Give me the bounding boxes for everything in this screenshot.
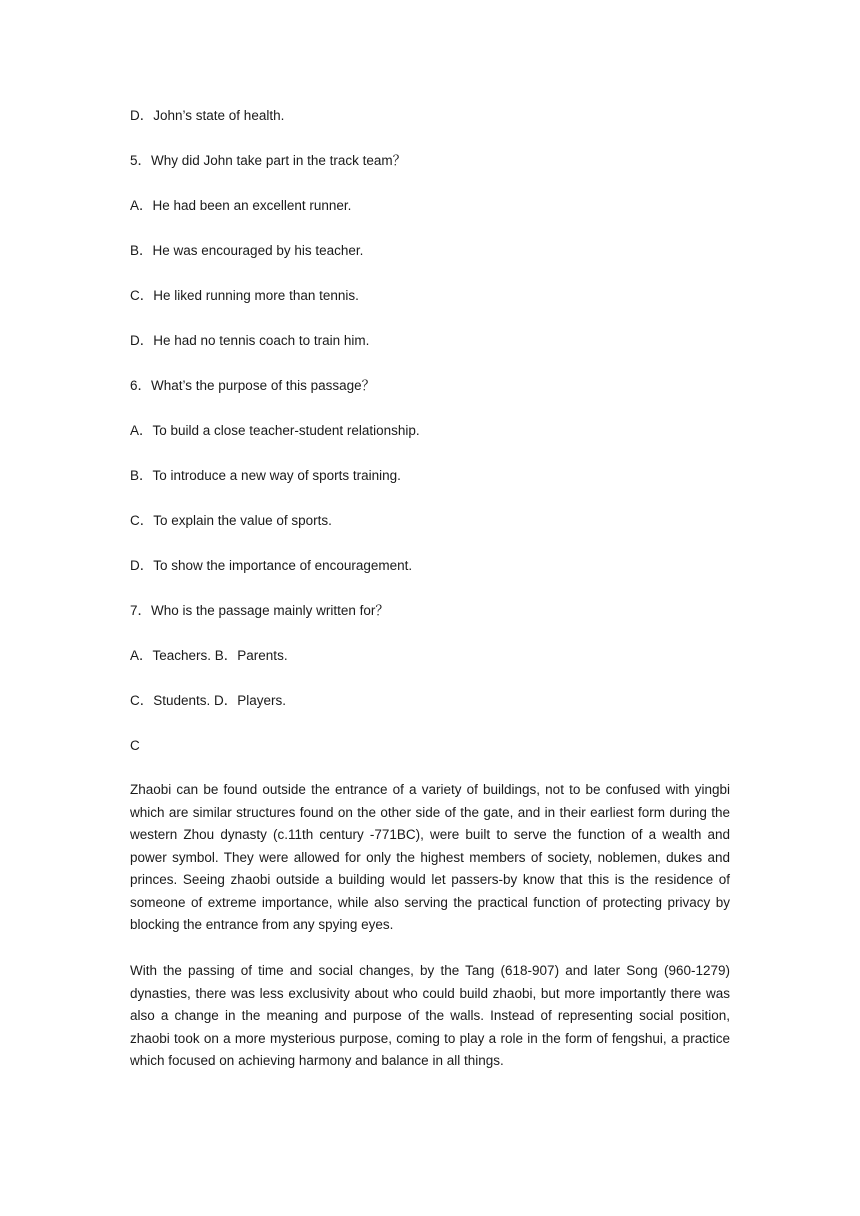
question-7: 7．Who is the passage mainly written for？: [130, 603, 389, 618]
option-a-q5: A．He had been an excellent runner.: [130, 198, 352, 213]
question-5: 5．Why did John take part in the track team？: [130, 153, 407, 168]
options-ab-q7: A．Teachers. B．Parents.: [130, 648, 288, 663]
question-6: 6．What’s the purpose of this passage？: [130, 378, 376, 393]
passage-paragraph-2: With the passing of time and social changes, by the Tang (618-907) and later Song (960-1279) dynasties, there was less exclusivity about who could build zhaobi, but more importantly there was also a change in the meaning and purpose of the walls. Instead of representing social position, zhaobi took on a more mysterious purpose, coming to play a role in the form of fengshui, a practice which focused on achieving harmony and balance in all things.: [130, 963, 730, 1068]
section-heading-c: C: [130, 738, 140, 753]
option-d-q5: D．He had no tennis coach to train him.: [130, 333, 370, 348]
option-b-q6: B．To introduce a new way of sports training.: [130, 468, 401, 483]
option-c-q5: C．He liked running more than tennis.: [130, 288, 359, 303]
option-d-q4: D．John’s state of health.: [130, 108, 285, 123]
options-cd-q7: C．Students. D．Players.: [130, 693, 287, 708]
option-b-q5: B．He was encouraged by his teacher.: [130, 243, 364, 258]
passage-paragraph-1: Zhaobi can be found outside the entrance of a variety of buildings, not to be confused with yingbi which are similar structures found on the other side of the gate, and in their earliest form during the western Zhou dynasty (c.11th century -771BC), were built to serve the function of a wealth and power symbol. They were allowed for only the highest members of society, noblemen, dukes and princes. Seeing zhaobi outside a building would let passers-by know that this is the residence of someone of extreme importance, while also serving the practical function of protecting privacy by blocking the entrance from any spying eyes.: [130, 782, 730, 932]
option-c-q6: C．To explain the value of sports.: [130, 513, 332, 528]
option-a-q6: A．To build a close teacher-student relationship.: [130, 423, 420, 438]
option-d-q6: D．To show the importance of encouragement.: [130, 558, 413, 573]
